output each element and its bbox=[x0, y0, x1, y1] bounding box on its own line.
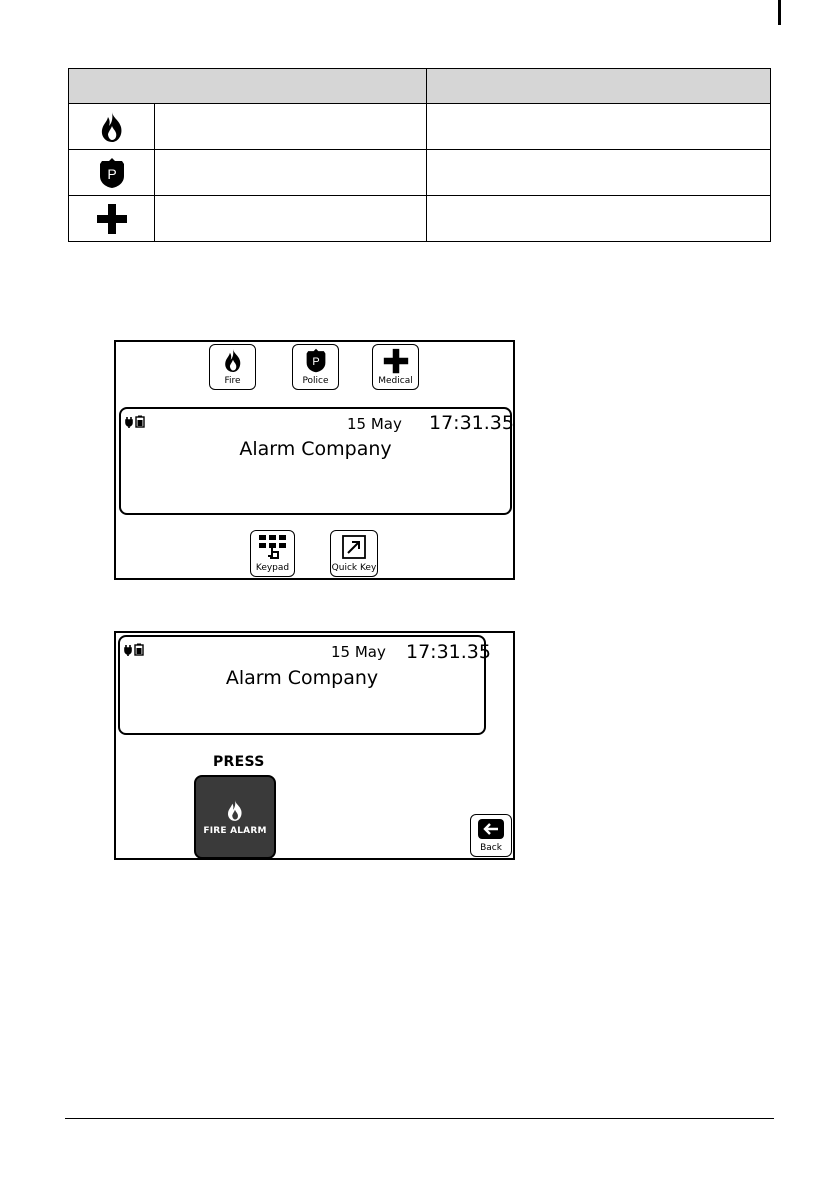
home-screen bbox=[114, 340, 515, 580]
medical-button-label: Medical bbox=[378, 376, 413, 386]
fire-icon bbox=[223, 348, 243, 373]
table-cell bbox=[427, 196, 771, 242]
status-display bbox=[118, 635, 491, 735]
police-badge-letter: P bbox=[106, 165, 117, 182]
police-badge-letter: P bbox=[311, 356, 320, 369]
table-cell bbox=[155, 104, 427, 150]
back-arrow-icon bbox=[478, 819, 504, 839]
table-row bbox=[69, 104, 771, 150]
fire-icon bbox=[226, 799, 244, 822]
table-cell bbox=[427, 104, 771, 150]
keypad-button[interactable] bbox=[250, 530, 295, 577]
company-name: Alarm Company bbox=[239, 438, 392, 460]
table-cell bbox=[427, 150, 771, 196]
fire-button[interactable] bbox=[209, 344, 256, 390]
display-time: 17:31.35 bbox=[429, 412, 514, 434]
back-button[interactable] bbox=[470, 814, 512, 857]
police-shield-icon bbox=[98, 157, 126, 189]
quick-key-button[interactable] bbox=[330, 530, 378, 577]
table-cell bbox=[155, 150, 427, 196]
table-header-cell bbox=[427, 69, 771, 104]
panic-icon-table bbox=[68, 68, 771, 242]
table-icon-cell bbox=[69, 150, 155, 196]
table-cell bbox=[155, 196, 427, 242]
table-row bbox=[69, 196, 771, 242]
medical-cross-icon bbox=[383, 348, 409, 374]
quick-key-button-label: Quick Key bbox=[331, 563, 377, 573]
police-button[interactable] bbox=[292, 344, 339, 390]
medical-cross-icon bbox=[96, 203, 128, 235]
display-time: 17:31.35 bbox=[406, 641, 491, 663]
fire-alarm-button[interactable] bbox=[194, 775, 276, 859]
fire-icon bbox=[99, 111, 125, 143]
page-corner-mark bbox=[778, 0, 781, 25]
display-date: 15 May bbox=[331, 643, 386, 661]
police-shield-icon bbox=[305, 348, 327, 373]
keypad-icon bbox=[257, 534, 289, 560]
footer-rule bbox=[65, 1118, 774, 1119]
table-icon-cell bbox=[69, 196, 155, 242]
table-row bbox=[69, 150, 771, 196]
company-name: Alarm Company bbox=[225, 667, 379, 689]
fire-button-label: Fire bbox=[224, 376, 241, 386]
keypad-button-label: Keypad bbox=[255, 563, 290, 573]
fire-alarm-screen bbox=[114, 631, 515, 860]
status-display bbox=[119, 407, 512, 515]
table-header-cell bbox=[69, 69, 427, 104]
quick-key-arrow-icon bbox=[342, 535, 366, 559]
display-date: 15 May bbox=[347, 415, 402, 433]
table-icon-cell bbox=[69, 104, 155, 150]
back-button-label: Back bbox=[480, 843, 502, 853]
power-battery-icon bbox=[124, 643, 146, 659]
police-button-label: Police bbox=[302, 376, 329, 386]
fire-alarm-button-label: FIRE ALARM bbox=[203, 825, 267, 836]
medical-button[interactable] bbox=[372, 344, 419, 390]
power-battery-icon bbox=[125, 415, 147, 431]
table-header-row bbox=[69, 69, 771, 104]
press-instruction: PRESS bbox=[213, 754, 265, 770]
